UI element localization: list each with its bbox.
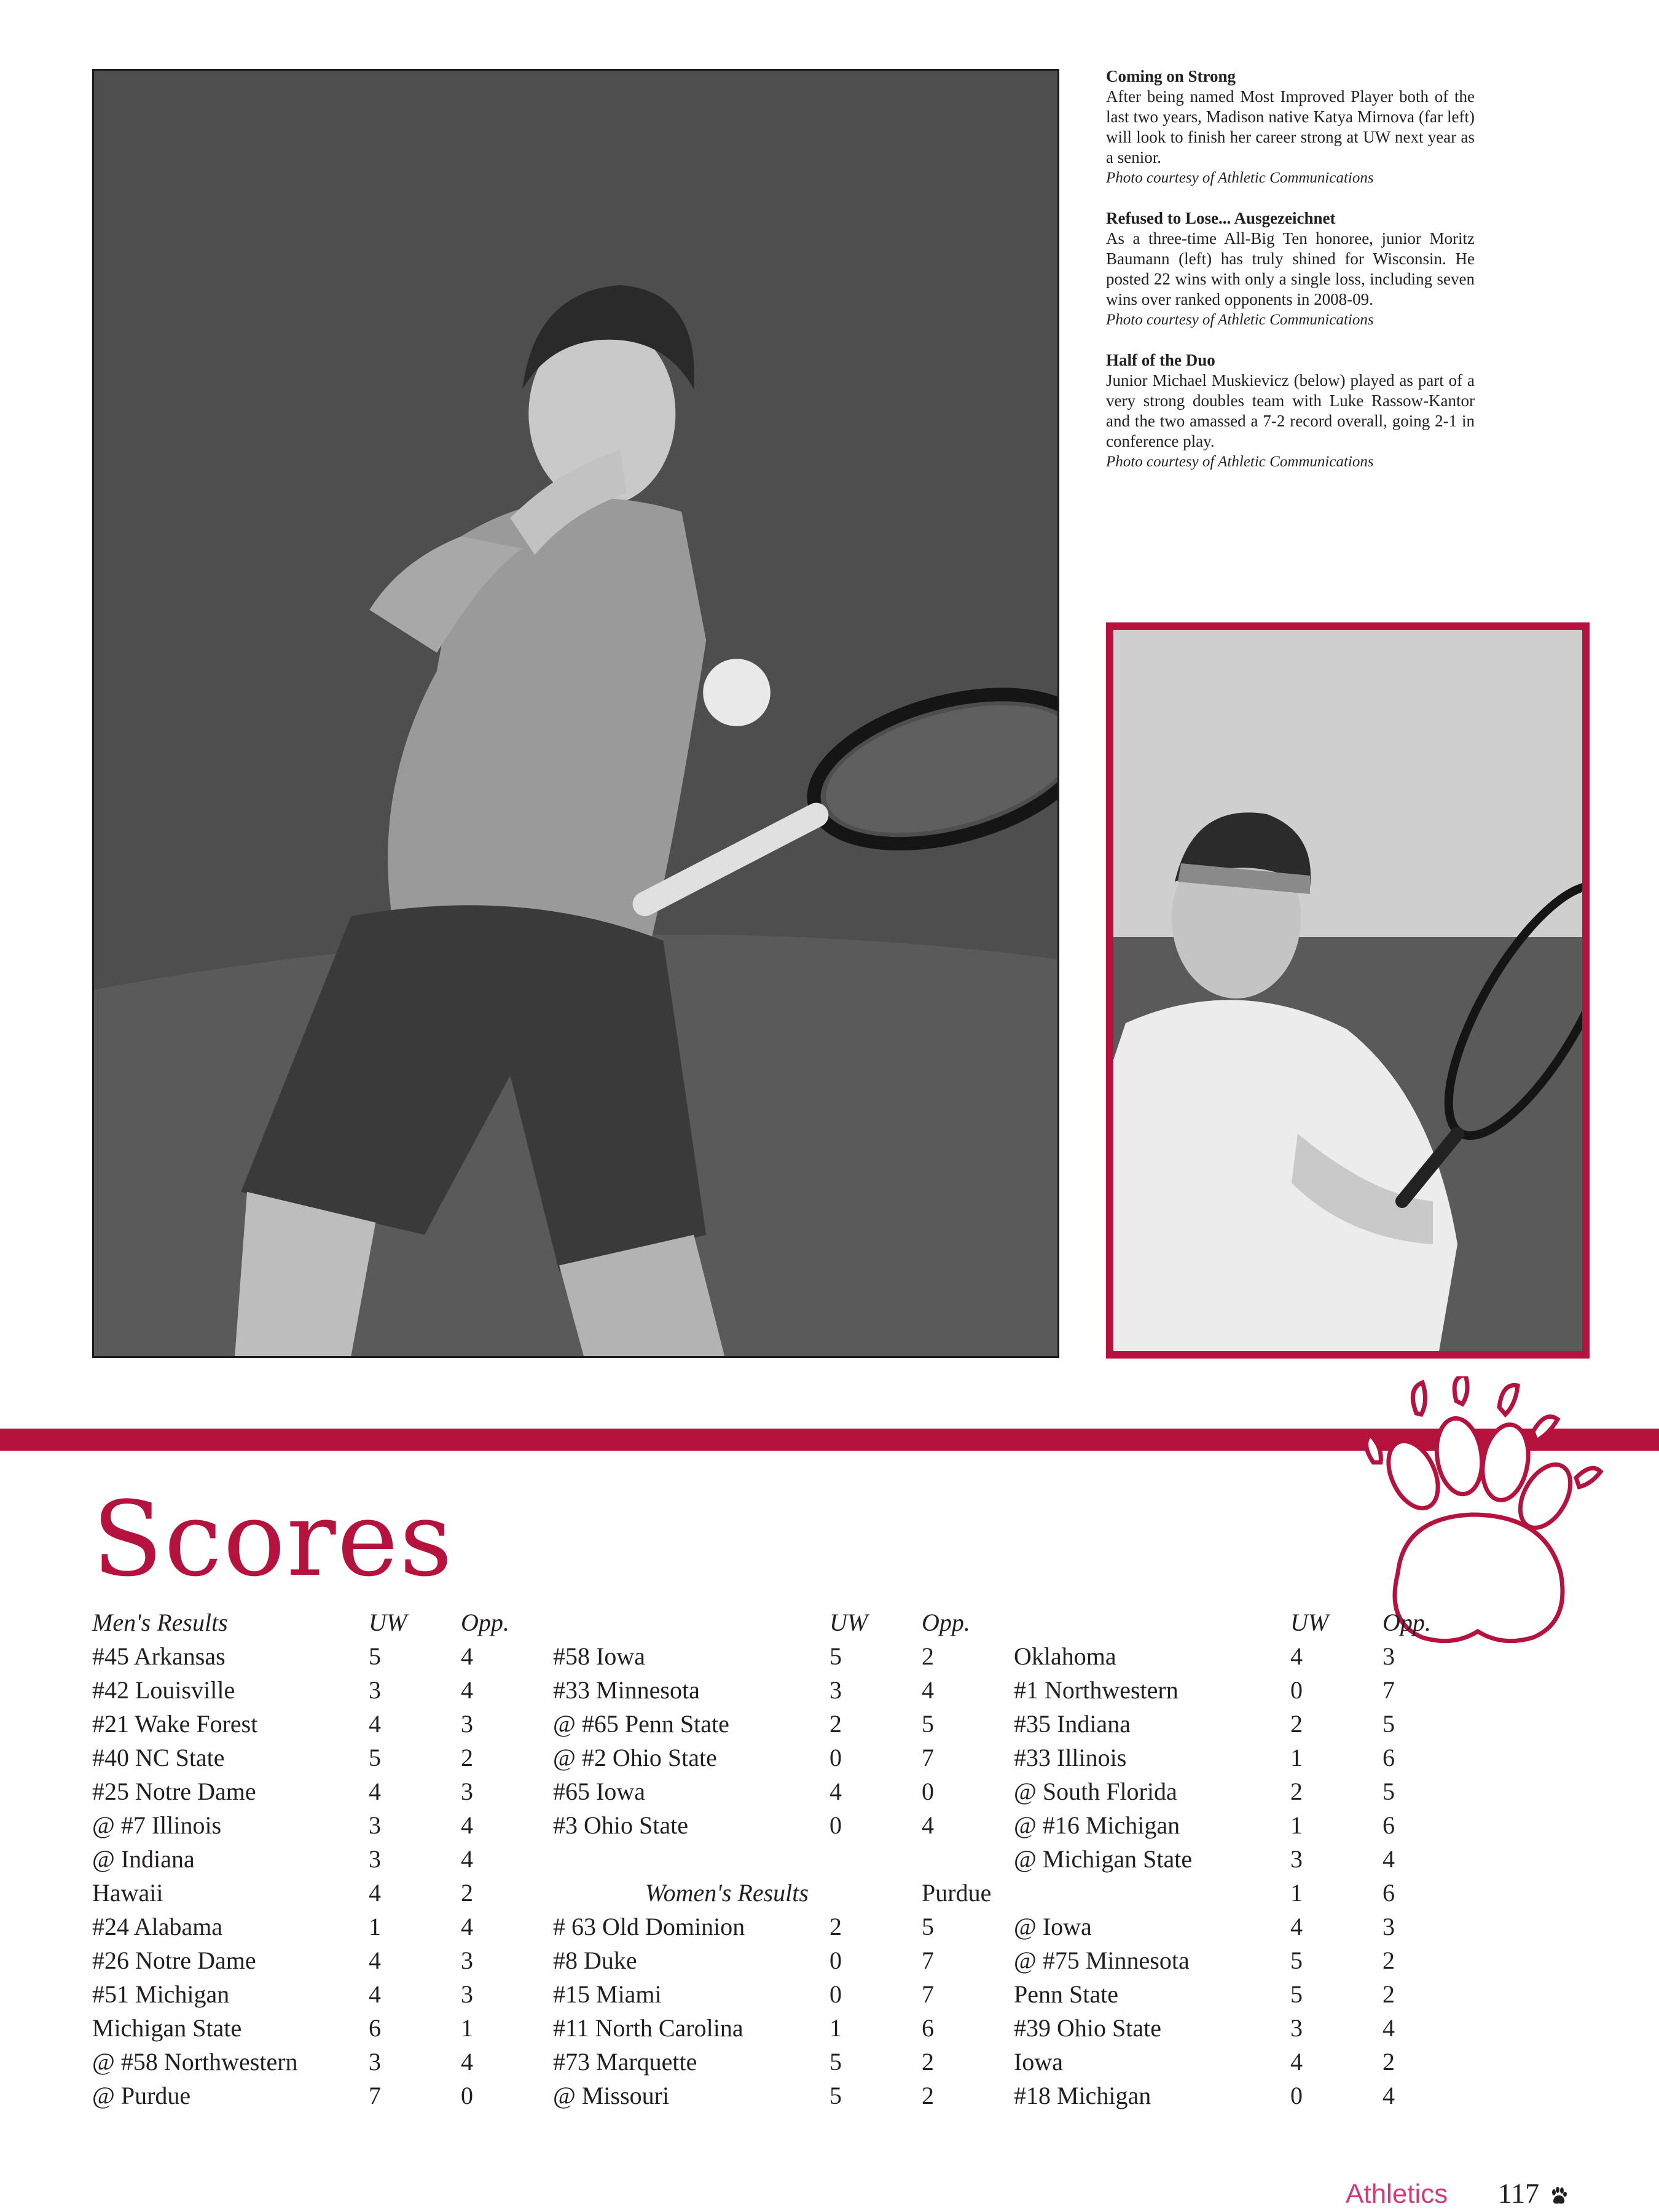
opp-score-cell: 5 bbox=[922, 1710, 934, 1738]
photo-illustration bbox=[94, 71, 1057, 1356]
opponent-cell: #24 Alabama bbox=[92, 1913, 223, 1940]
header-opp: Opp. bbox=[461, 1609, 509, 1636]
opponent-cell: Oklahoma bbox=[1014, 1642, 1116, 1670]
photo-captions bbox=[1106, 66, 1475, 492]
uw-score-cell: 5 bbox=[1290, 1980, 1303, 2008]
opp-score-cell: 3 bbox=[461, 1778, 473, 1805]
opp-score-cell: 4 bbox=[1382, 1845, 1395, 1873]
uw-score-cell: 1 bbox=[1290, 1811, 1303, 1839]
womens-results-label: Women's Results bbox=[645, 1879, 809, 1907]
opponent-cell: @ Indiana bbox=[92, 1845, 195, 1873]
caption-body: Junior Michael Muskievicz (below) played as part of a very strong doubles team with Luke Rassow-Kantor and the two amassed a 7-2 record overall, going 2-1 in conference play. bbox=[1106, 371, 1475, 450]
header-opp: Opp. bbox=[1382, 1609, 1431, 1636]
page-number: 117 bbox=[1497, 2178, 1540, 2209]
opponent-cell: @ #75 Minnesota bbox=[1014, 1947, 1190, 1974]
opp-score-cell: 4 bbox=[922, 1676, 934, 1704]
opp-score-cell: 3 bbox=[461, 1947, 473, 1974]
uw-score-cell: 2 bbox=[1290, 1778, 1303, 1805]
opp-score-cell: 7 bbox=[1382, 1676, 1395, 1704]
uw-score-cell: 0 bbox=[1290, 2082, 1303, 2109]
opponent-cell: #1 Northwestern bbox=[1014, 1676, 1179, 1704]
uw-score-cell: 0 bbox=[1290, 1676, 1303, 1704]
opponent-cell: @ #16 Michigan bbox=[1014, 1811, 1180, 1839]
uw-score-cell: 0 bbox=[830, 1744, 842, 1771]
uw-score-cell: 3 bbox=[369, 1676, 381, 1704]
opp-score-cell: 4 bbox=[1382, 2082, 1395, 2109]
opponent-cell: #26 Notre Dame bbox=[92, 1947, 256, 1974]
opp-score-cell: 3 bbox=[461, 1980, 473, 2008]
header-label: Men's Results bbox=[92, 1609, 228, 1636]
uw-score-cell: 3 bbox=[369, 1811, 381, 1839]
uw-score-cell: 4 bbox=[369, 1947, 381, 1974]
header-uw: UW bbox=[1290, 1609, 1329, 1636]
uw-score-cell: 3 bbox=[830, 1676, 842, 1704]
caption-coming-on-strong bbox=[1106, 66, 1475, 188]
opp-score-cell: 7 bbox=[922, 1947, 934, 1974]
opponent-cell: #8 Duke bbox=[553, 1947, 637, 1974]
opponent-cell: #39 Ohio State bbox=[1014, 2014, 1161, 2042]
uw-score-cell: 7 bbox=[369, 2082, 381, 2109]
opponent-cell: #18 Michigan bbox=[1014, 2082, 1151, 2109]
opp-score-cell: 4 bbox=[461, 1811, 473, 1839]
inset-photo-tennis-player bbox=[1106, 622, 1590, 1359]
opp-score-cell: 6 bbox=[1382, 1744, 1395, 1771]
opp-score-cell: 0 bbox=[922, 1778, 934, 1805]
opponent-cell: @ Purdue bbox=[92, 2082, 191, 2109]
opponent-cell: @ Michigan State bbox=[1014, 1845, 1193, 1873]
opponent-cell: @ #2 Ohio State bbox=[553, 1744, 717, 1771]
opp-score-cell: 4 bbox=[461, 1642, 473, 1670]
opp-score-cell: 4 bbox=[922, 1811, 934, 1839]
opponent-cell: #51 Michigan bbox=[92, 1980, 230, 2008]
opp-score-cell: 4 bbox=[461, 1913, 473, 1940]
opp-score-cell: 2 bbox=[922, 1642, 934, 1670]
caption-title: Coming on Strong bbox=[1106, 67, 1236, 85]
opp-score-cell: 5 bbox=[1382, 1710, 1395, 1738]
uw-score-cell: 5 bbox=[830, 2082, 842, 2109]
uw-score-cell: 5 bbox=[1290, 1947, 1303, 1974]
opp-score-cell: 4 bbox=[461, 1676, 473, 1704]
uw-score-cell: 4 bbox=[1290, 1642, 1303, 1670]
opponent-cell: @ #65 Penn State bbox=[553, 1710, 729, 1738]
opp-score-cell: 3 bbox=[1382, 1913, 1395, 1940]
uw-score-cell: 4 bbox=[1290, 1913, 1303, 1940]
opponent-cell: #45 Arkansas bbox=[92, 1642, 226, 1670]
caption-body: As a three-time All-Big Ten honoree, junior Moritz Baumann (left) has truly shined for Wisconsin. He posted 22 wins with only a single loss, including seven wins over ranked opponents in 2008-09. bbox=[1106, 229, 1475, 308]
opponent-cell: @ South Florida bbox=[1014, 1778, 1177, 1805]
uw-score-cell: 1 bbox=[1290, 1879, 1303, 1907]
uw-score-cell: 5 bbox=[369, 1744, 381, 1771]
opponent-cell: #65 Iowa bbox=[553, 1778, 645, 1805]
opp-score-cell: 6 bbox=[922, 2014, 934, 2042]
caption-title: Refused to Lose... Ausgezeichnet bbox=[1106, 209, 1336, 227]
uw-score-cell: 4 bbox=[369, 1778, 381, 1805]
page-footer bbox=[1346, 2178, 1567, 2210]
caption-credit: Photo courtesy of Athletic Communications bbox=[1106, 170, 1374, 186]
opp-score-cell: 2 bbox=[461, 1879, 473, 1907]
opp-score-cell: 6 bbox=[1382, 1811, 1395, 1839]
uw-score-cell: 5 bbox=[830, 2048, 842, 2076]
caption-refused-to-lose bbox=[1106, 208, 1475, 330]
opp-score-cell: 3 bbox=[1382, 1642, 1395, 1670]
opp-score-cell: 2 bbox=[922, 2082, 934, 2109]
uw-score-cell: 4 bbox=[830, 1778, 842, 1805]
scores-title: Scores bbox=[92, 1479, 454, 1599]
uw-score-cell: 3 bbox=[1290, 1845, 1303, 1873]
opponent-cell: #73 Marquette bbox=[553, 2048, 697, 2076]
opp-score-cell: 2 bbox=[461, 1744, 473, 1771]
uw-score-cell: 0 bbox=[830, 1947, 842, 1974]
opp-score-cell: 5 bbox=[922, 1913, 934, 1940]
inset-photo-illustration bbox=[1113, 630, 1582, 1351]
caption-credit: Photo courtesy of Athletic Communications bbox=[1106, 453, 1374, 470]
opp-score-cell: 3 bbox=[461, 1710, 473, 1738]
uw-score-cell: 4 bbox=[369, 1980, 381, 2008]
uw-score-cell: 1 bbox=[369, 1913, 381, 1940]
uw-score-cell: 0 bbox=[830, 1980, 842, 2008]
header-uw: UW bbox=[830, 1609, 868, 1636]
uw-score-cell: 3 bbox=[1290, 2014, 1303, 2042]
opp-score-cell: 2 bbox=[922, 2048, 934, 2076]
opponent-cell: #58 Iowa bbox=[553, 1642, 645, 1670]
opponent-cell: #42 Louisville bbox=[92, 1676, 235, 1704]
uw-score-cell: 1 bbox=[1290, 1744, 1303, 1771]
opponent-cell: Penn State bbox=[1014, 1980, 1118, 2008]
opponent-cell: #15 Miami bbox=[553, 1980, 662, 2008]
opponent-cell: @ #7 Illinois bbox=[92, 1811, 222, 1839]
uw-score-cell: 5 bbox=[369, 1642, 381, 1670]
opp-score-cell: 5 bbox=[1382, 1778, 1395, 1805]
uw-score-cell: 3 bbox=[369, 2048, 381, 2076]
paw-icon bbox=[1550, 2187, 1567, 2205]
opp-score-cell: 7 bbox=[922, 1980, 934, 2008]
uw-score-cell: 4 bbox=[1290, 2048, 1303, 2076]
uw-score-cell: 4 bbox=[369, 1710, 381, 1738]
opponent-cell: Hawaii bbox=[92, 1879, 163, 1907]
opponent-cell: @ Missouri bbox=[553, 2082, 670, 2109]
uw-score-cell: 5 bbox=[830, 1642, 842, 1670]
opp-score-cell: 2 bbox=[1382, 2048, 1395, 2076]
opp-score-cell: 2 bbox=[1382, 1947, 1395, 1974]
opp-score-cell: 0 bbox=[461, 2082, 473, 2109]
opponent-cell: #25 Notre Dame bbox=[92, 1778, 256, 1805]
uw-score-cell: 4 bbox=[369, 1879, 381, 1907]
opp-score-cell: 4 bbox=[461, 2048, 473, 2076]
opp-score-cell: 7 bbox=[922, 1744, 934, 1771]
uw-score-cell: 6 bbox=[369, 2014, 381, 2042]
opponent-cell: #35 Indiana bbox=[1014, 1710, 1131, 1738]
opponent-cell: @ Iowa bbox=[1014, 1913, 1092, 1940]
opp-score-cell: 4 bbox=[461, 1845, 473, 1873]
uw-score-cell: 3 bbox=[369, 1845, 381, 1873]
opponent-cell: Iowa bbox=[1014, 2048, 1063, 2076]
header-opp: Opp. bbox=[922, 1609, 970, 1636]
uw-score-cell: 2 bbox=[1290, 1710, 1303, 1738]
opponent-cell: @ #58 Northwestern bbox=[92, 2048, 298, 2076]
main-photo-tennis-player bbox=[92, 69, 1059, 1358]
opp-score-cell: 1 bbox=[461, 2014, 473, 2042]
opponent-cell: #11 North Carolina bbox=[553, 2014, 743, 2042]
opponent-cell: #33 Minnesota bbox=[553, 1676, 700, 1704]
opp-score-cell: 6 bbox=[1382, 1879, 1395, 1907]
caption-credit: Photo courtesy of Athletic Communications bbox=[1106, 312, 1374, 328]
uw-score-cell: 1 bbox=[830, 2014, 842, 2042]
uw-score-cell: 2 bbox=[830, 1710, 842, 1738]
opponent-cell: Michigan State bbox=[92, 2014, 242, 2042]
caption-body: After being named Most Improved Player both of the last two years, Madison native Katya Mirnova (far left) will look to finish her career strong at UW next year as a senior. bbox=[1106, 87, 1475, 167]
opponent-cell: #21 Wake Forest bbox=[92, 1710, 258, 1738]
uw-score-cell: 2 bbox=[830, 1913, 842, 1940]
opponent-cell: #3 Ohio State bbox=[553, 1811, 688, 1839]
opponent-cell: #33 Illinois bbox=[1014, 1744, 1127, 1771]
caption-title: Half of the Duo bbox=[1106, 351, 1215, 369]
section-name: Athletics bbox=[1346, 2179, 1448, 2209]
header-uw: UW bbox=[369, 1609, 407, 1636]
opp-score-cell: 4 bbox=[1382, 2014, 1395, 2042]
opponent-cell: # 63 Old Dominion bbox=[553, 1913, 745, 1940]
opponent-cell: #40 NC State bbox=[92, 1744, 225, 1771]
opp-score-cell: 2 bbox=[1382, 1980, 1395, 2008]
caption-half-of-the-duo bbox=[1106, 350, 1475, 472]
uw-score-cell: 0 bbox=[830, 1811, 842, 1839]
purdue-label: Purdue bbox=[922, 1879, 992, 1907]
